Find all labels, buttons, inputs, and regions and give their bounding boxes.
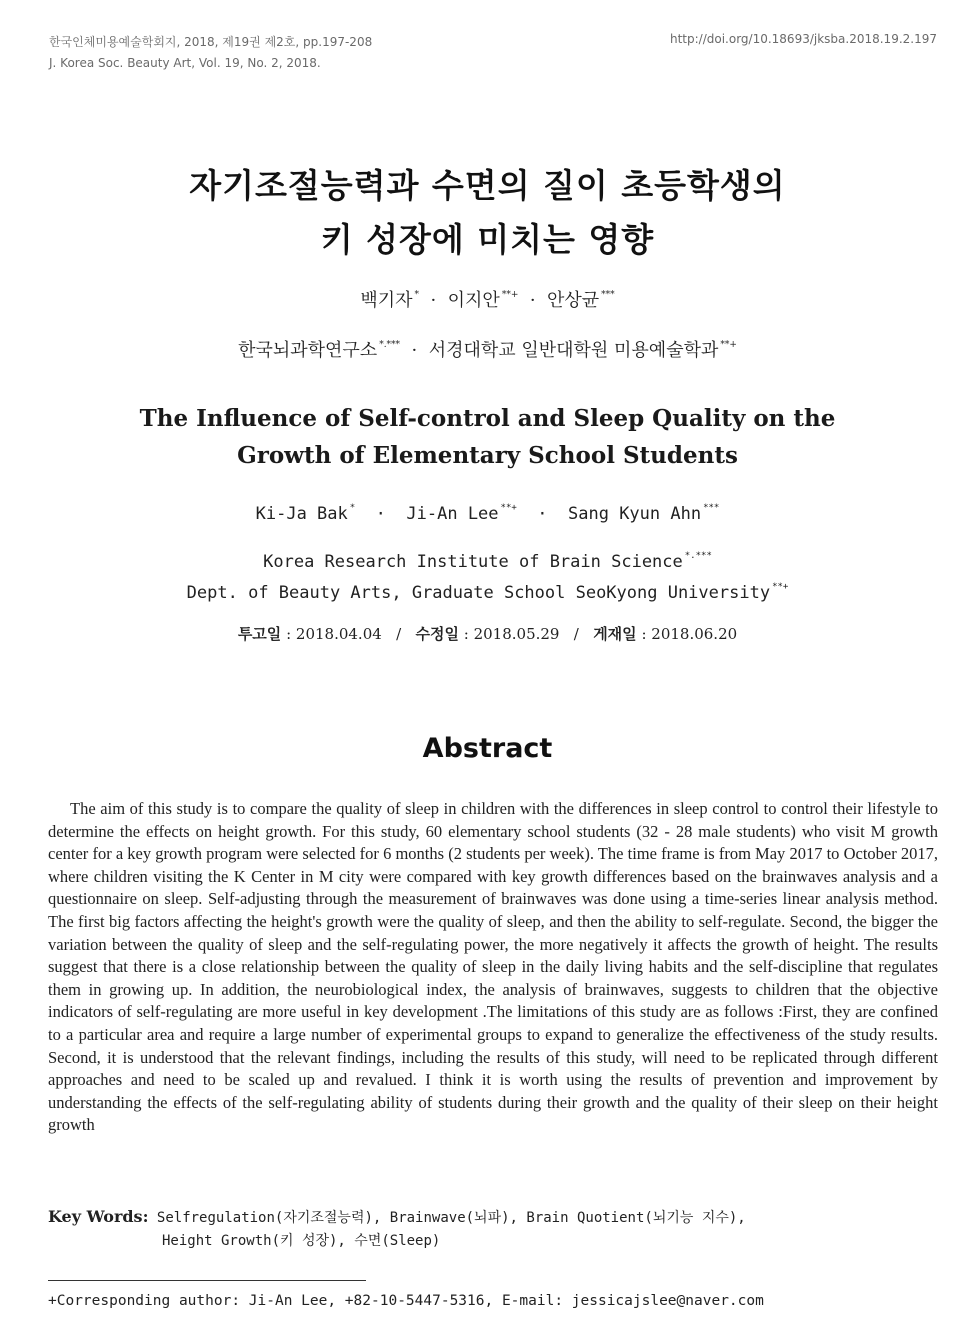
english-authors: [0, 503, 975, 524]
journal-citation-kr: 한국인체미용예술학회지, 2018, 제19권 제2호, pp.197-208: [49, 35, 373, 49]
keywords-line-2: Height Growth(키 성장), 수면(Sleep): [162, 1233, 441, 1249]
author-kr-1: 백기자: [360, 290, 413, 311]
author-kr-3: 안상균: [547, 290, 600, 311]
author-en-3: Sang Kyun Ahn: [568, 504, 702, 524]
separator-dot: ·: [524, 290, 542, 311]
author-en-1: Ki-Ja Bak: [255, 504, 348, 524]
english-affiliation-2: [0, 582, 975, 603]
author-kr-1-mark: *: [414, 290, 419, 300]
affiliation-kr-1-mark: *.***: [379, 340, 401, 350]
author-en-2: Ji-An Lee: [406, 504, 499, 524]
submission-dates: [0, 623, 975, 644]
colon: :: [463, 625, 474, 643]
author-kr-2-mark: **+: [501, 290, 519, 300]
journal-citation: [49, 32, 372, 74]
doi-link[interactable]: http://doi.org/10.18693/jksba.2018.19.2.197: [669, 32, 937, 46]
separator-dot: ·: [424, 290, 442, 311]
received-date: 2018.04.04: [295, 625, 382, 643]
journal-citation-en: J. Korea Soc. Beauty Art, Vol. 19, No. 2, 2018.: [49, 56, 321, 70]
accepted-label: 게재일: [593, 625, 637, 643]
affiliation-en-1-mark: *.***: [684, 551, 712, 561]
revised-date: 2018.05.29: [473, 625, 560, 643]
footnote-divider: [48, 1280, 366, 1281]
affiliation-kr-2: 서경대학교 일반대학원 미용예술학과: [428, 340, 719, 361]
accepted-date: 2018.06.20: [651, 625, 738, 643]
author-en-3-mark: ***: [703, 503, 720, 513]
author-en-1-mark: *: [349, 503, 356, 513]
date-separator: /: [386, 625, 411, 643]
korean-title-line-2: 키 성장에 미치는 영향: [320, 220, 655, 259]
affiliation-kr-1: 한국뇌과학연구소: [238, 340, 378, 361]
colon: :: [641, 625, 652, 643]
english-title-line-2: Growth of Elementary School Students: [237, 442, 738, 469]
abstract-heading: Abstract: [422, 733, 553, 764]
separator-dot: ·: [405, 340, 423, 361]
korean-affiliations: [0, 336, 975, 362]
affiliation-en-2: Dept. of Beauty Arts, Graduate School SeoKyong University: [186, 583, 771, 603]
affiliation-en-1: Korea Research Institute of Brain Science: [263, 552, 683, 572]
colon: :: [286, 625, 296, 643]
author-kr-3-mark: ***: [601, 290, 615, 300]
korean-title-line-1: 자기조절능력과 수면의 질이 초등학생의: [189, 166, 786, 205]
keywords: [48, 1205, 746, 1253]
separator-dot: ·: [527, 504, 558, 524]
english-title-line-1: The Influence of Self-control and Sleep Quality on the: [139, 405, 836, 432]
abstract-body: The aim of this study is to compare the quality of sleep in children with the differences in sleep control to control their lifestyle to determine the effects on height growth. For this study, 60 elementary school students (32 - 28 male students) who visit M growth center for a key growth program were selected for 6 months (2 students per week). The time frame is from May 2017 to October 2017, where children visiting the K Center in M city were compared with key growth differences based on the brainwaves analysis and a questionnaire on sleep. Self-adjusting through the measurement of brainwaves was done using a time-series linear analysis method. The first big factors affecting the height's growth were the quality of sleep, and then the ability to self-regulate. Second, the bigger the variation between the quality of sleep and the self-regulating power, the more negatively it affects the growth of height. The results suggest that there is a close relationship between the quality of sleep in the daily living habits and the self-discipline that regulates them in growing up. In addition, the neurobiological index, the analysis of brainwaves, suggests to children that the objective indicators of self-regulating are more useful in key development .The limitations of this study are as follows :First, they are confined to a particular area and require a large number of experimental groups to expand to generalize the effectiveness of the study results. Second, it is understood that the relevant findings, including the results of this study, will need to be replicated through different approaches and need to be scaled up and revalued. I think it is worth using the results of prevention and improvement by understanding the effects of the self-regulating ability of students during their growth and the quality of their sleep on their height growth: [48, 799, 938, 1135]
affiliation-kr-2-mark: **+: [720, 340, 737, 350]
english-affiliation-1: [0, 551, 975, 572]
author-en-2-mark: **+: [500, 503, 517, 513]
received-label: 투고일: [237, 625, 282, 643]
affiliation-en-2-mark: **+: [772, 582, 789, 592]
keywords-label: Key Words:: [48, 1207, 149, 1226]
keywords-line-1: Selfregulation(자기조절능력), Brainwave(뇌파), Brain Quotient(뇌기능 지수),: [156, 1210, 746, 1226]
corresponding-author: +Corresponding author: Ji-An Lee, +82-10-5447-5316, E-mail: jessicajslee@naver.com: [48, 1293, 764, 1309]
revised-label: 수정일: [415, 625, 459, 643]
author-kr-2: 이지안: [447, 290, 500, 311]
korean-authors: [0, 286, 975, 312]
date-separator: /: [564, 625, 589, 643]
separator-dot: ·: [365, 504, 397, 524]
